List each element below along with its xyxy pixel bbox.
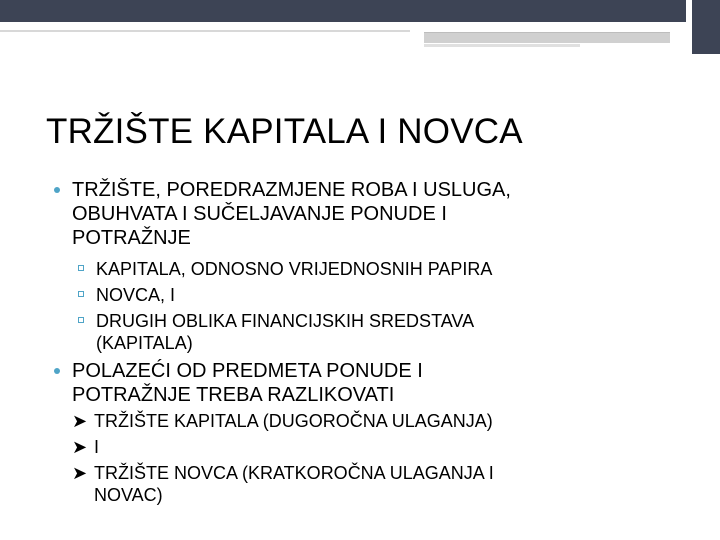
bullet-dot-icon xyxy=(54,187,60,193)
square-bullet-icon xyxy=(78,291,84,297)
square-bullet-icon xyxy=(78,317,84,323)
sub-bullet-line: (KAPITALA) xyxy=(96,333,193,353)
bullet-line: POTRAŽNJE xyxy=(72,227,191,249)
arrow-bullet-line: NOVAC) xyxy=(94,485,163,505)
arrow-bullet-icon: ➤ xyxy=(72,463,88,483)
bullet-line: TRŽIŠTE, POREDRAZMJENE ROBA I USLUGA, xyxy=(72,179,511,201)
arrow-bullet-line: TRŽIŠTE NOVCA (KRATKOROČNA ULAGANJA I xyxy=(94,463,494,483)
bullet-line: OBUHVATA I SUČELJAVANJE PONUDE I xyxy=(72,203,447,225)
arrow-bullet-line: I xyxy=(94,437,100,457)
bullet-dot-icon xyxy=(54,368,60,374)
arrow-bullet-icon: ➤ xyxy=(72,437,88,457)
arrow-bullet-line: TRŽIŠTE KAPITALA (DUGOROČNA ULAGANJA) xyxy=(94,411,493,431)
slide-title: TRŽIŠTE KAPITALA I NOVCA xyxy=(46,112,523,151)
arrow-bullet-text xyxy=(94,462,664,506)
sub-bullet-text xyxy=(96,310,686,354)
sub-bullet-line: DRUGIH OBLIKA FINANCIJSKIH SREDSTAVA xyxy=(96,311,475,331)
sub-bullet-line: NOVCA, I xyxy=(96,285,176,305)
sub-bullet-line: KAPITALA, ODNOSNO VRIJEDNOSNIH PAPIRA xyxy=(96,259,493,279)
bullet-line: POLAZEĆI OD PREDMETA PONUDE I xyxy=(72,360,423,382)
bullet-text xyxy=(72,359,692,407)
bullet-line: POTRAŽNJE TREBA RAZLIKOVATI xyxy=(72,384,395,406)
square-bullet-icon xyxy=(78,265,84,271)
arrow-bullet-icon: ➤ xyxy=(72,411,88,431)
bullet-text xyxy=(72,178,692,250)
